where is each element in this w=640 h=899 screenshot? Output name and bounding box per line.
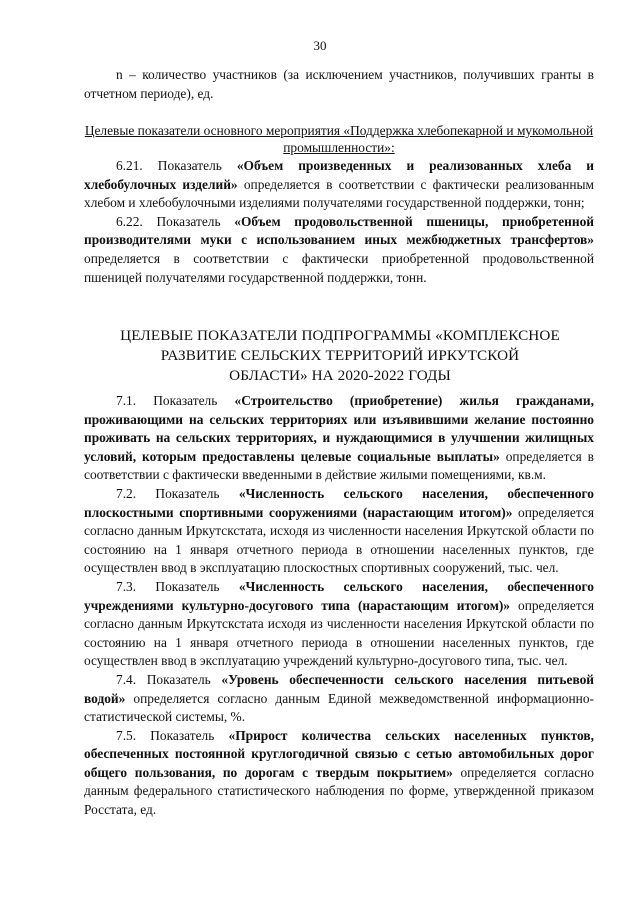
indicator-title: «Объем произведенных и реализованных хлеба и хлебобулочных изделий»: [84, 158, 594, 192]
indicator-text: определяется в соответствии с фактически приобретенной продовольственной пшеницей получателями государственной поддержки, тонн.: [84, 250, 594, 285]
section-title: Целевые показатели основного мероприятия «Поддержка хлебопекарной и мукомольной промышленности»:: [84, 123, 594, 155]
subprogram-heading: ЦЕЛЕВЫЕ ПОКАЗАТЕЛИ ПОДПРОГРАММЫ «КОМПЛЕКСНОЕ РАЗВИТИЕ СЕЛЬСКИХ ТЕРРИТОРИЙ ИРКУТСКОЙ ОБЛАСТИ» НА 2020-2022 ГОДЫ: [120, 327, 560, 384]
indicator-7-3: [84, 578, 594, 671]
indicator-7-1: [84, 392, 594, 485]
indicator-text: определяется в соответствии с фактически реализованным хлебом и хлебобулочными изделиями получателями государственной поддержки, тонн;: [84, 176, 595, 211]
indicator-title: «Объем продовольственной пшеницы, приобретенной производителями муки с использованием иных межбюджетных трансфертов»: [84, 213, 594, 248]
indicator-6-21: [84, 157, 594, 213]
indicator-6-22: [84, 213, 594, 287]
indicators-block-b: [84, 392, 594, 820]
indicator-number: 7.5. Показатель: [116, 727, 229, 743]
indicator-title: «Уровень обеспеченности сельского населения питьевой водой»: [84, 671, 594, 706]
indicator-text: определяется согласно данным федерального статистического наблюдения по форме, утвержденной приказом Росстата, ед.: [84, 764, 594, 818]
indicator-7-4: [84, 671, 594, 727]
indicator-title: «Строительство (приобретение) жилья гражданами, проживающими на сельских территориях или изъявившими желание постоянно проживать на сельских территориях, и нуждающимися в улучшении жилищных условий, которым предоставлены целевые социальные выплаты»: [84, 393, 594, 464]
page-number: 30: [313, 38, 327, 53]
indicator-number: 6.21. Показатель: [116, 158, 237, 173]
indicators-block-a: [84, 157, 594, 287]
indicator-number: 7.1. Показатель: [116, 393, 235, 408]
intro-text: n – количество участников (за исключением участников, получивших гранты в отчетном периоде), ед.: [84, 67, 594, 101]
indicator-title: «Прирост количества сельских населенных пунктов, обеспеченных постоянной круглогодичной связью с сетью автомобильных дорог общего пользования, по дорогам с твердым покрытием»: [84, 727, 594, 780]
intro-paragraph: [84, 66, 594, 103]
indicator-text: определяется согласно данным Иркутскстата исходя из численности населения Иркутской области по состоянию на 1 января отчетного периода в отношении населенных пунктов, где осуществлен ввод в эксплуатацию учреждений культурно-досугового типа, тыс. чел.: [84, 597, 594, 669]
indicator-7-2: [84, 485, 594, 578]
indicator-7-5: [84, 727, 594, 820]
indicator-number: 7.4. Показатель: [116, 671, 222, 687]
indicator-title: «Численность сельского населения, обеспеченного учреждениями культурно-досугового типа (нарастающим итогом)»: [84, 578, 594, 613]
indicator-text: определяется согласно данным Иркутскстата, исходя из численности населения Иркутской области по состоянию на 1 января отчетного периода в отношении населенных пунктов, где осуществлен ввод в эксплуатацию плоскостных спортивных сооружений, тыс. чел.: [84, 504, 594, 576]
indicator-title: «Численность сельского населения, обеспеченного плоскостными спортивными сооружениями (нарастающим итогом)»: [84, 485, 594, 520]
indicator-number: 7.3. Показатель: [116, 578, 239, 594]
indicator-text: определяется в соответствии с фактически введенными в действие жилыми помещениями, кв.м.: [84, 448, 594, 483]
indicator-text: определяется согласно данным Единой межведомственной информационно-статистической системы, %.: [84, 690, 594, 725]
indicator-number: 6.22. Показатель: [116, 213, 235, 229]
indicator-number: 7.2. Показатель: [116, 485, 239, 501]
